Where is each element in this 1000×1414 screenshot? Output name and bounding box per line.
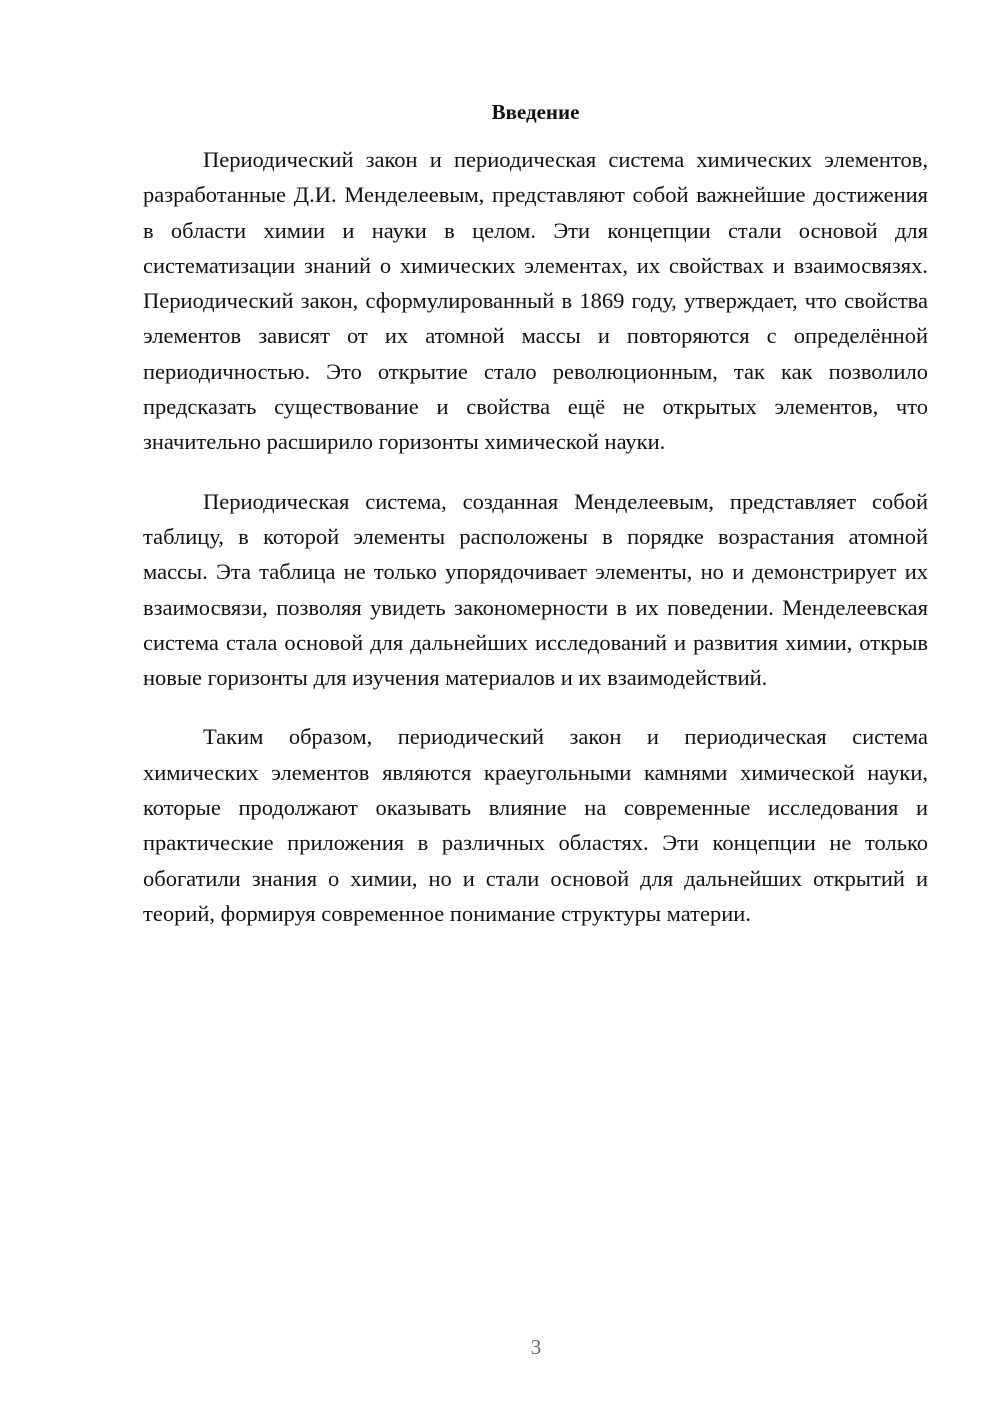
paragraph-2: Периодическая система, созданная Менделеевым, представляет собой таблицу, в которой элементы расположены в порядке возрастания атомной массы. Эта таблица не только упорядочивает элементы, но и демонстрирует их взаимосвязи, позволяя увидеть закономерности в их поведении. Менделеевская система стала основой для дальнейших исследований и развития химии, открыв новые горизонты для изучения материалов и их взаимодействий. bbox=[143, 488, 928, 691]
paragraph-3: Таким образом, периодический закон и периодическая система химических элементов являются краеугольными камнями химической науки, которые продолжают оказывать влияние на современные исследования и практические приложения в различных областях. Эти концепции не только обогатили знания о химии, но и стали основой для дальнейших открытий и теорий, формируя современное понимание структуры материи. bbox=[143, 724, 928, 926]
section-title: Введение bbox=[491, 100, 580, 124]
body-text bbox=[143, 142, 928, 955]
page-number: 3 bbox=[530, 1335, 542, 1359]
paragraph-1: Периодический закон и периодическая система химических элементов, разработанные Д.И. Менделеевым, представляют собой важнейшие достижения в области химии и науки в целом. Эти концепции стали основой для систематизации знаний о химических элементах, их свойствах и взаимосвязях. Периодический закон, сформулированный в 1869 году, утверждает, что свойства элементов зависят от их атомной массы и повторяются с определённой периодичностью. Это открытие стало революционным, так как позволило предсказать существование и свойства ещё не открытых элементов, что значительно расширило горизонты химической науки. bbox=[143, 147, 928, 455]
